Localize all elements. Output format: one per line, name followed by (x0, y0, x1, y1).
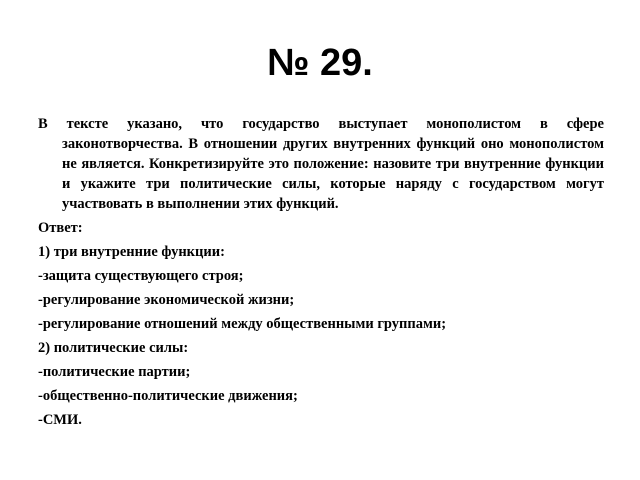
function-item: -защита существующего строя; (38, 268, 244, 284)
functions-header: 1) три внутренние функции: (38, 244, 225, 260)
slide-title: № 29. (267, 42, 373, 84)
political-force-item: -СМИ. (38, 412, 82, 428)
political-force-item: -общественно-политические движения; (38, 388, 298, 404)
answer-label: Ответ: (38, 220, 83, 236)
question-text: В тексте указано, что государство выступает монополистом в сфере законотворчества. В отношении других внутренних функций оно монополистом не является. Конкретизируйте это положение: назовите три внутренние функции и укажите три политические силы, которые наряду с государством могут участвовать в выполнении этих функций. (38, 116, 604, 212)
political-forces-header: 2) политические силы: (38, 340, 189, 356)
function-item: -регулирование отношений между общественными группами; (38, 316, 447, 332)
function-item: -регулирование экономической жизни; (38, 292, 295, 308)
slide-content (38, 114, 604, 432)
political-force-item: -политические партии; (38, 364, 191, 380)
